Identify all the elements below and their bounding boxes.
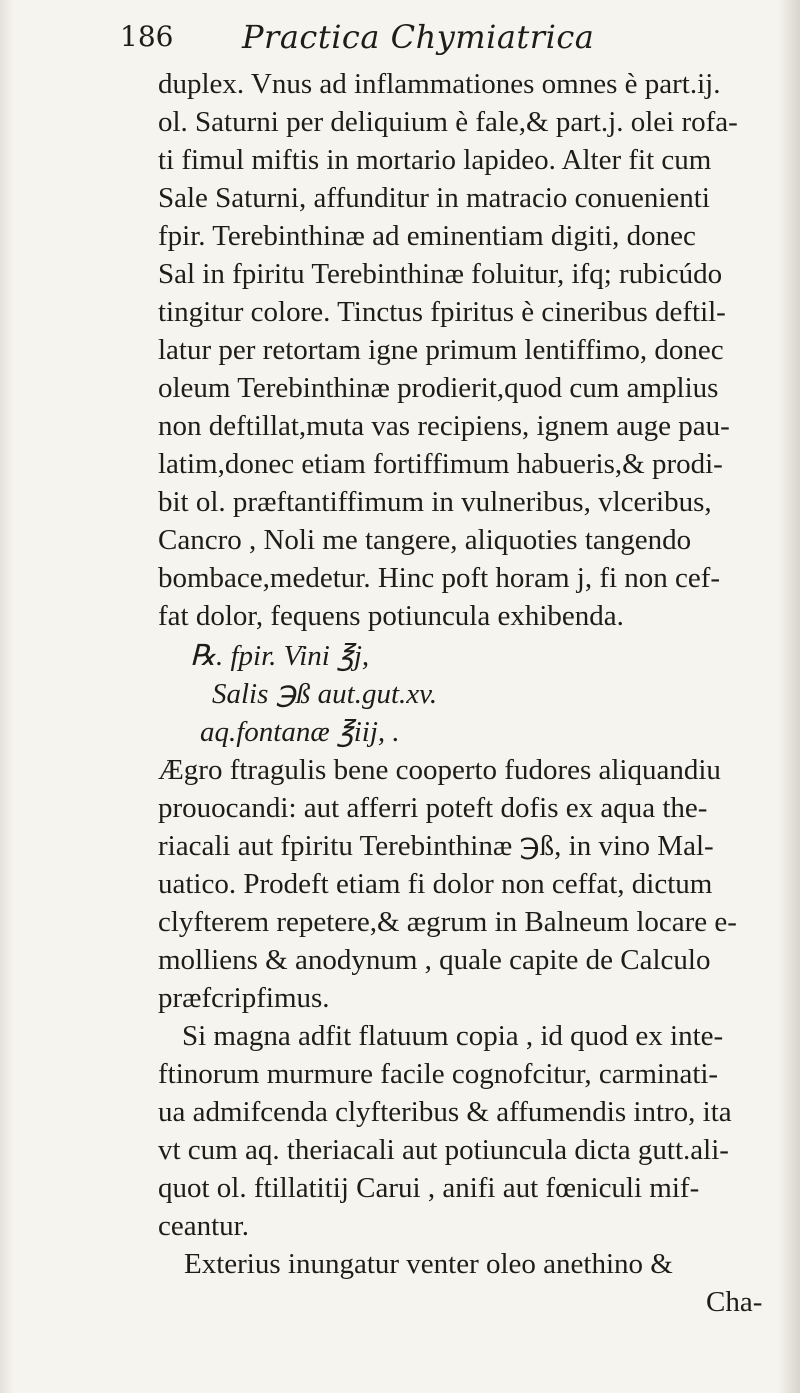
- text-line: Ægro ftragulis bene cooperto fudores aliquandiu: [158, 754, 721, 786]
- recipe-line: ℞. fpir. Vini ℥j,: [190, 640, 370, 672]
- text-line: clyfterem repetere,& ægrum in Balneum locare e-: [158, 906, 737, 938]
- text-line: Sal in fpiritu Terebinthinæ foluitur, ifq; rubicúdo: [158, 258, 723, 290]
- text-line: latur per retortam igne primum lentiffimo, donec: [158, 334, 724, 366]
- text-line: Si magna adfit flatuum copia , id quod ex inte-: [182, 1020, 724, 1052]
- text-line: latim,donec etiam fortiffimum habueris,& prodi-: [158, 448, 723, 480]
- text-line: bombace,medetur. Hinc poft horam j, fi non cef-: [158, 562, 721, 594]
- text-line: bit ol. præftantiffimum in vulneribus, vlceribus,: [158, 486, 712, 518]
- text-line: oleum Terebinthinæ prodierit,quod cum amplius: [158, 372, 719, 404]
- page-edge-shadow-right: [778, 0, 800, 1393]
- running-title: Practica Chymiatrica: [242, 18, 595, 56]
- text-line: fpir. Terebinthinæ ad eminentiam digiti, donec: [158, 220, 696, 252]
- text-line: molliens & anodynum , quale capite de Calculo: [158, 944, 711, 976]
- text-line: non deftillat,muta vas recipiens, ignem auge pau-: [158, 410, 730, 442]
- text-line: ua admifcenda clyfteribus & affumendis intro, ita: [158, 1096, 732, 1128]
- recipe-line: aq.fontanæ ℥iij, .: [200, 716, 400, 748]
- page-number: 186: [120, 20, 174, 53]
- page-edge-shadow-left: [0, 0, 14, 1393]
- catchword: Cha-: [706, 1286, 763, 1318]
- text-line: vt cum aq. theriacali aut potiuncula dicta gutt.ali-: [158, 1134, 729, 1166]
- text-line: uatico. Prodeft etiam fi dolor non ceffat, dictum: [158, 868, 713, 900]
- text-line: ceantur.: [158, 1210, 249, 1242]
- text-line: quot ol. ftillatitij Carui , anifi aut fœniculi mif-: [158, 1172, 700, 1204]
- text-line: ol. Saturni per deliquium è fale,& part.j. olei rofa-: [158, 106, 738, 138]
- text-line: riacali aut fpiritu Terebinthinæ ℈ß, in vino Mal-: [158, 830, 714, 862]
- page-header: [120, 14, 680, 64]
- text-line: fat dolor, fequens potiuncula exhibenda.: [158, 600, 624, 632]
- text-line: tingitur colore. Tinctus fpiritus è cineribus deftil-: [158, 296, 726, 328]
- text-line: præfcripfimus.: [158, 982, 330, 1014]
- recipe-line: Salis ℈ß aut.gut.xv.: [212, 678, 438, 710]
- text-line: prouocandi: aut afferri poteft dofis ex aqua the-: [158, 792, 708, 824]
- text-line: ti fimul miftis in mortario lapideo. Alter fit cum: [158, 144, 712, 176]
- text-line: Sale Saturni, affunditur in matracio conuenienti: [158, 182, 710, 214]
- text-line: ftinorum murmure facile cognofcitur, carminati-: [158, 1058, 719, 1090]
- text-line: Cancro , Noli me tangere, aliquoties tangendo: [158, 524, 692, 556]
- text-line: Exterius inungatur venter oleo anethino &: [184, 1248, 673, 1280]
- text-line: duplex. Vnus ad inflammationes omnes è part.ij.: [158, 68, 721, 100]
